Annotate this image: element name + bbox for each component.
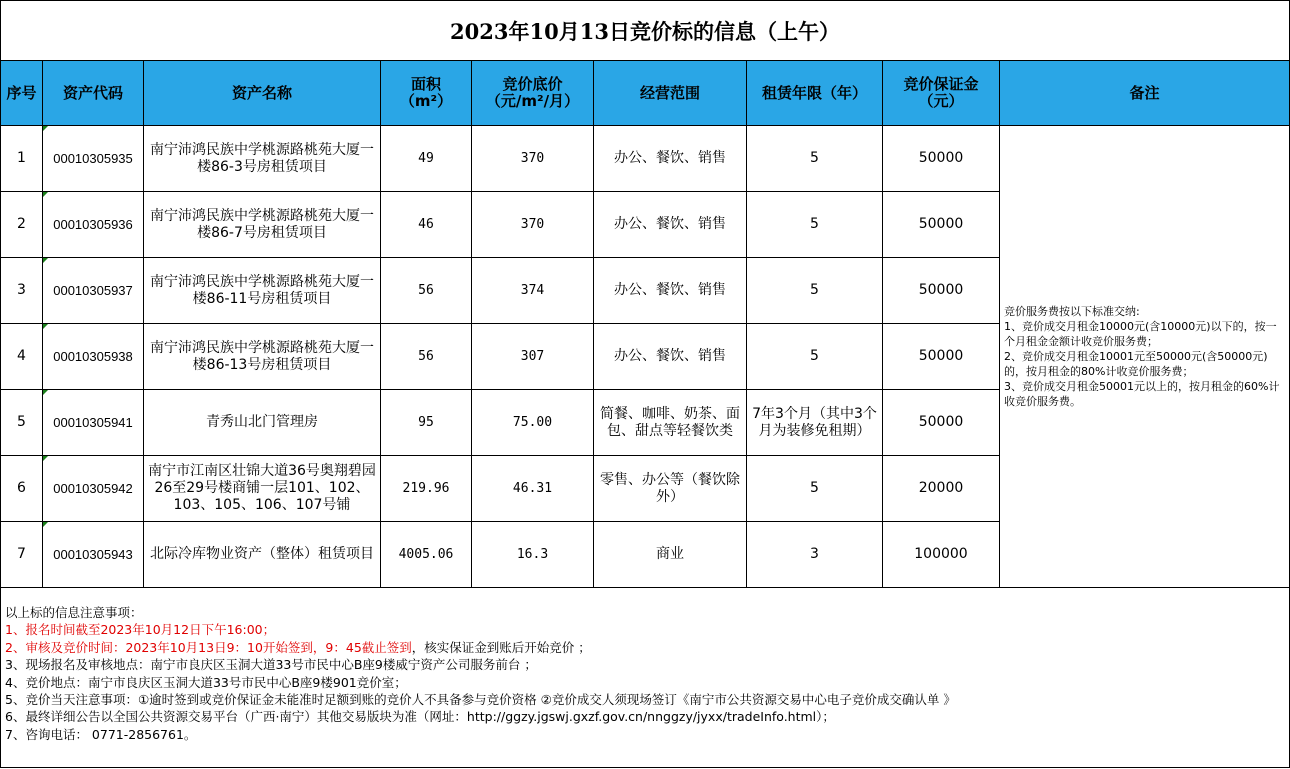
note-auction-time — [1, 639, 1289, 656]
cell-code[interactable]: 00010305938 — [43, 324, 144, 390]
cell-price[interactable]: 370 — [472, 126, 594, 192]
note-contact-phone: 7、咨询电话： 0771-2856761。 — [5, 726, 197, 742]
cell-code[interactable]: 00010305937 — [43, 258, 144, 324]
cell-name[interactable]: 南宁市江南区壮锦大道36号奥翔碧园26至29号楼商铺一层101、102、103、105、106、107号铺 — [144, 456, 381, 522]
cell-seq[interactable]: 3 — [1, 258, 43, 324]
cell-term[interactable]: 7年3个月（其中3个月为装修免租期） — [747, 390, 883, 456]
cell-area[interactable]: 56 — [381, 324, 472, 390]
sheet-title: 2023年10月13日竞价标的信息（上午） — [0, 0, 1290, 61]
header-price-unit: （元/m²/月） — [485, 92, 580, 110]
header-scope: 经营范围 — [594, 61, 747, 126]
cell-scope[interactable]: 商业 — [594, 522, 747, 588]
cell-seq[interactable]: 4 — [1, 324, 43, 390]
cell-name[interactable]: 南宁沛鸿民族中学桃源路桃苑大厦一楼86-3号房租赁项目 — [144, 126, 381, 192]
cell-area[interactable]: 219.96 — [381, 456, 472, 522]
note-registration-location: 3、现场报名及审核地点：南宁市良庆区玉洞大道33号市民中心B座9楼威宁资产公司服务前台 ； — [5, 657, 537, 673]
table-header-row — [1, 61, 1290, 126]
cell-price[interactable]: 370 — [472, 192, 594, 258]
cell-code[interactable]: 00010305936 — [43, 192, 144, 258]
cell-price[interactable]: 307 — [472, 324, 594, 390]
cell-scope[interactable]: 办公、餐饮、销售 — [594, 126, 747, 192]
header-term: 租赁年限（年） — [747, 61, 883, 126]
bid-info-table — [0, 60, 1290, 588]
header-deposit — [883, 61, 1000, 126]
header-code: 资产代码 — [43, 61, 144, 126]
cell-name[interactable]: 南宁沛鸿民族中学桃源路桃苑大厦一楼86-11号房租赁项目 — [144, 258, 381, 324]
cell-deposit[interactable]: 50000 — [883, 192, 1000, 258]
cell-remark[interactable] — [1000, 126, 1290, 588]
cell-seq[interactable]: 2 — [1, 192, 43, 258]
header-name: 资产名称 — [144, 61, 381, 126]
remark-line: 1、竞价成交月租金10000元(含10000元)以下的，按一个月租金金额计收竞价服务费； — [1004, 320, 1277, 348]
cell-seq[interactable]: 6 — [1, 456, 43, 522]
cell-deposit[interactable]: 50000 — [883, 324, 1000, 390]
cell-code[interactable]: 00010305941 — [43, 390, 144, 456]
table-row — [1, 126, 1290, 192]
cell-term[interactable]: 5 — [747, 192, 883, 258]
cell-area[interactable]: 46 — [381, 192, 472, 258]
remark-line: 2、竞价成交月租金10001元至50000元(含50000元)的，按月租金的80%计收竞价服务费； — [1004, 350, 1268, 378]
cell-price[interactable]: 46.31 — [472, 456, 594, 522]
header-price — [472, 61, 594, 126]
cell-seq[interactable]: 1 — [1, 126, 43, 192]
cell-term[interactable]: 3 — [747, 522, 883, 588]
cell-name[interactable]: 青秀山北门管理房 — [144, 390, 381, 456]
remark-line: 竞价服务费按以下标准交纳: — [1004, 305, 1140, 318]
cell-price[interactable]: 16.3 — [472, 522, 594, 588]
cell-term[interactable]: 5 — [747, 456, 883, 522]
cell-code[interactable]: 00010305943 — [43, 522, 144, 588]
cell-area[interactable]: 56 — [381, 258, 472, 324]
cell-name[interactable]: 北际冷库物业资产（整体）租赁项目 — [144, 522, 381, 588]
header-area — [381, 61, 472, 126]
cell-scope[interactable]: 办公、餐饮、销售 — [594, 192, 747, 258]
cell-area[interactable]: 4005.06 — [381, 522, 472, 588]
cell-area[interactable]: 49 — [381, 126, 472, 192]
note-auction-time-rest: ，核实保证金到账后开始竞价 ； — [411, 639, 591, 655]
header-price-label: 竞价底价 — [502, 75, 563, 93]
header-seq: 序号 — [1, 61, 43, 126]
header-area-unit: （m²） — [399, 92, 453, 110]
notes-intro: 以上标的信息注意事项： — [5, 605, 143, 620]
cell-term[interactable]: 5 — [747, 126, 883, 192]
header-area-label: 面积 — [410, 75, 441, 93]
cell-scope[interactable]: 零售、办公等（餐饮除外） — [594, 456, 747, 522]
cell-deposit[interactable]: 50000 — [883, 258, 1000, 324]
cell-code[interactable]: 00010305935 — [43, 126, 144, 192]
note-registration-deadline: 1、报名时间截至2023年10月12日下午16:00； — [5, 622, 276, 638]
cell-deposit[interactable]: 100000 — [883, 522, 1000, 588]
cell-name[interactable]: 南宁沛鸿民族中学桃源路桃苑大厦一楼86-13号房租赁项目 — [144, 324, 381, 390]
cell-term[interactable]: 5 — [747, 258, 883, 324]
header-remark: 备注 — [1000, 61, 1290, 126]
cell-scope[interactable]: 简餐、咖啡、奶茶、面包、甜点等轻餐饮类 — [594, 390, 747, 456]
header-deposit-unit: （元） — [918, 92, 964, 110]
cell-price[interactable]: 75.00 — [472, 390, 594, 456]
cell-term[interactable]: 5 — [747, 324, 883, 390]
remark-line: 3、竞价成交月租金50001元以上的，按月租金的60%计收竞价服务费。 — [1004, 380, 1280, 408]
cell-deposit[interactable]: 50000 — [883, 126, 1000, 192]
cell-area[interactable]: 95 — [381, 390, 472, 456]
note-auction-location: 4、竞价地点：南宁市良庆区玉洞大道33号市民中心B座9楼901竞价室； — [5, 674, 407, 690]
header-deposit-label: 竞价保证金 — [903, 75, 979, 93]
note-auction-time-highlight: 2、审核及竞价时间：2023年10月13日9：10开始签到，9：45截止签到 — [5, 639, 412, 655]
cell-name[interactable]: 南宁沛鸿民族中学桃源路桃苑大厦一楼86-7号房租赁项目 — [144, 192, 381, 258]
cell-price[interactable]: 374 — [472, 258, 594, 324]
cell-deposit[interactable]: 50000 — [883, 390, 1000, 456]
cell-deposit[interactable]: 20000 — [883, 456, 1000, 522]
cell-seq[interactable]: 7 — [1, 522, 43, 588]
cell-seq[interactable]: 5 — [1, 390, 43, 456]
cell-scope[interactable]: 办公、餐饮、销售 — [594, 258, 747, 324]
cell-scope[interactable]: 办公、餐饮、销售 — [594, 324, 747, 390]
note-auction-day-rules: 5、竞价当天注意事项：①逾时签到或竞价保证金未能准时足额到账的竞价人不具备参与竞价资格 ②竞价成交人须现场签订《南宁市公共资源交易中心电子竞价成交确认单 》 — [5, 692, 956, 708]
notes-section[interactable] — [0, 588, 1290, 768]
cell-code[interactable]: 00010305942 — [43, 456, 144, 522]
note-announcement-source: 6、最终详细公告以全国公共资源交易平台（广西·南宁）其他交易版块为准（网址：http://ggzy.jgswj.gxzf.gov.cn/nnggzy/jyxx/tradeInfo.html）； — [5, 709, 835, 725]
